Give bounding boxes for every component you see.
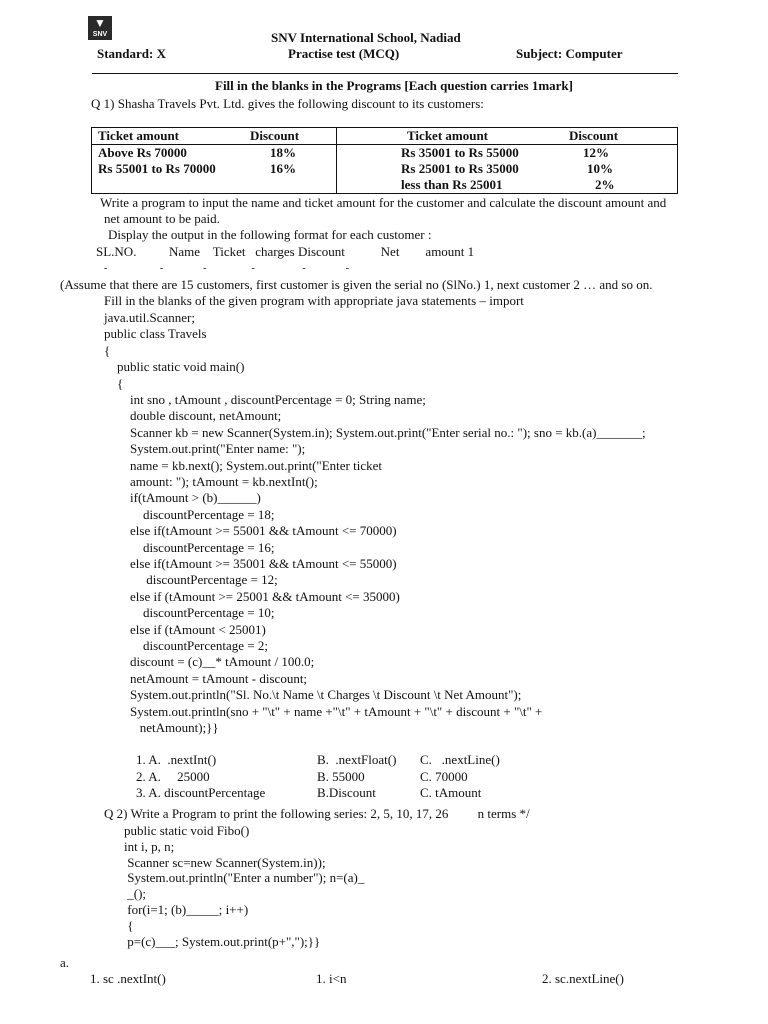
- table-cell: Rs 55001 to Rs 70000: [98, 161, 216, 176]
- table-cell: 10%: [587, 161, 613, 176]
- code-line: System.out.println("Enter a number"); n=(a)_: [124, 870, 365, 886]
- option-item: C. tAmount: [420, 785, 482, 800]
- section-title: Fill in the blanks in the Programs [Each question carries 1mark]: [215, 78, 573, 93]
- option-item: B.Discount: [317, 785, 376, 800]
- table-cell: 18%: [270, 145, 296, 160]
- table-cell: Rs 35001 to Rs 55000: [337, 145, 564, 162]
- code-line: {: [124, 917, 134, 933]
- table-cell: [244, 177, 337, 194]
- header-cell: Ticket amount: [337, 128, 564, 145]
- q1-desc-line1: Write a program to input the name and ticket amount for the customer and calculate the discount amount and: [100, 195, 667, 210]
- code-line: discount = (c)__* tAmount / 100.0;: [104, 654, 315, 670]
- code-line: else if (tAmount >= 25001 && tAmount <= 35000): [104, 588, 400, 604]
- subject-label: Subject: Computer: [516, 46, 623, 61]
- code-line: netAmount);}}: [104, 720, 219, 735]
- table-cell: Above Rs 70000: [98, 145, 187, 160]
- option-item: B. .nextFloat(): [317, 752, 397, 767]
- header-rule: [92, 73, 678, 74]
- output-dashes: - - - - - -: [104, 263, 349, 274]
- code-line: System.out.println("Sl. No.\t Name \t Charges \t Discount \t Net Amount");: [104, 687, 522, 703]
- q1-intro: Q 1) Shasha Travels Pvt. Ltd. gives the following discount to its customers:: [91, 96, 484, 111]
- output-format: SL.NO. Name Ticket charges Discount Net amount 1: [96, 244, 475, 259]
- fill-instruction: Fill in the blanks of the given program with appropriate java statements – import: [104, 293, 524, 308]
- table-row: [92, 161, 678, 177]
- standard-label: Standard: X: [97, 46, 166, 61]
- table-row: [92, 145, 678, 162]
- table-cell: less than Rs 25001: [337, 177, 564, 194]
- code-line: public static void Fibo(): [124, 823, 250, 838]
- code-line: if(tAmount > (b)______): [104, 490, 261, 506]
- q2-answer-2: 1. i<n: [316, 971, 347, 986]
- table-cell: Rs 25001 to Rs 35000: [337, 161, 564, 177]
- code-line: netAmount = tAmount - discount;: [104, 670, 308, 686]
- table-row: [92, 177, 678, 194]
- code-line: amount: "); tAmount = kb.nextInt();: [104, 474, 318, 489]
- table-cell: 16%: [270, 161, 296, 176]
- code-line: Scanner kb = new Scanner(System.in); System.out.print("Enter serial no.: "); sno = kb.(a)_______;: [104, 424, 646, 440]
- code-line: else if (tAmount < 25001): [104, 621, 266, 637]
- code-line: System.out.print("Enter name: ");: [104, 441, 306, 457]
- code-line: discountPercentage = 18;: [104, 506, 275, 522]
- q2-intro: Q 2) Write a Program to print the following series: 2, 5, 10, 17, 26 n terms */: [104, 806, 530, 821]
- code-line: for(i=1; (b)_____; i++): [124, 902, 249, 917]
- code-line: name = kb.next(); System.out.print("Enter ticket: [104, 457, 382, 473]
- code-line: else if(tAmount >= 35001 && tAmount <= 55000): [104, 556, 397, 571]
- test-title: Practise test (MCQ): [288, 46, 400, 61]
- option-item: 3. A. discountPercentage: [136, 785, 266, 800]
- q2-a-label: a.: [60, 955, 70, 970]
- table-cell: [92, 177, 245, 194]
- school-name: SNV International School, Nadiad: [271, 30, 461, 45]
- code-line: else if(tAmount >= 55001 && tAmount <= 70000): [104, 523, 397, 539]
- header-cell: Discount: [244, 128, 337, 145]
- q2-answer-1: 1. sc .nextInt(): [90, 971, 166, 986]
- code-line: {: [104, 342, 111, 358]
- code-line: p=(c)___; System.out.print(p+",");}}: [124, 933, 321, 949]
- option-item: 2. A. 25000: [136, 768, 210, 784]
- option-item: C. .nextLine(): [420, 752, 500, 767]
- option-item: B. 55000: [317, 768, 365, 784]
- code-line: System.out.println(sno + "\t" + name +"\t" + tAmount + "\t" + discount + "\t" +: [104, 703, 543, 719]
- discount-table: [91, 127, 678, 194]
- code-line: _();: [124, 886, 147, 902]
- code-line: discountPercentage = 12;: [104, 572, 278, 588]
- table-cell: 2%: [595, 177, 615, 192]
- code-line: java.util.Scanner;: [104, 310, 195, 325]
- q1-desc-line3: Display the output in the following format for each customer :: [108, 227, 432, 242]
- table-cell: 12%: [583, 145, 609, 160]
- code-line: double discount, netAmount;: [104, 408, 282, 424]
- assume-note: (Assume that there are 15 customers, first customer is given the serial no (SlNo.) 1, next customer 2 … and so on.: [60, 277, 653, 292]
- code-line: discountPercentage = 16;: [104, 539, 275, 555]
- logo-mark-icon: ▼: [94, 16, 106, 30]
- header-cell: Discount: [563, 128, 678, 145]
- code-line: public static void main(): [104, 359, 245, 375]
- q1-desc-line2: net amount to be paid.: [104, 211, 220, 226]
- code-line: discountPercentage = 2;: [104, 638, 269, 653]
- school-logo: [88, 16, 112, 40]
- code-line: discountPercentage = 10;: [104, 605, 275, 621]
- code-line: int i, p, n;: [124, 838, 175, 854]
- code-line: {: [104, 375, 124, 391]
- table-header-row: [92, 128, 678, 145]
- option-item: 1. A. .nextInt(): [136, 752, 217, 767]
- code-line: Scanner sc=new Scanner(System.in));: [124, 854, 326, 870]
- logo-text: SNV: [92, 31, 108, 38]
- code-line: public class Travels: [104, 326, 207, 342]
- code-line: int sno , tAmount , discountPercentage = 0; String name;: [104, 392, 426, 407]
- header-cell: Ticket amount: [92, 128, 245, 145]
- option-item: C. 70000: [420, 768, 468, 784]
- q2-answer-3: 2. sc.nextLine(): [542, 971, 624, 986]
